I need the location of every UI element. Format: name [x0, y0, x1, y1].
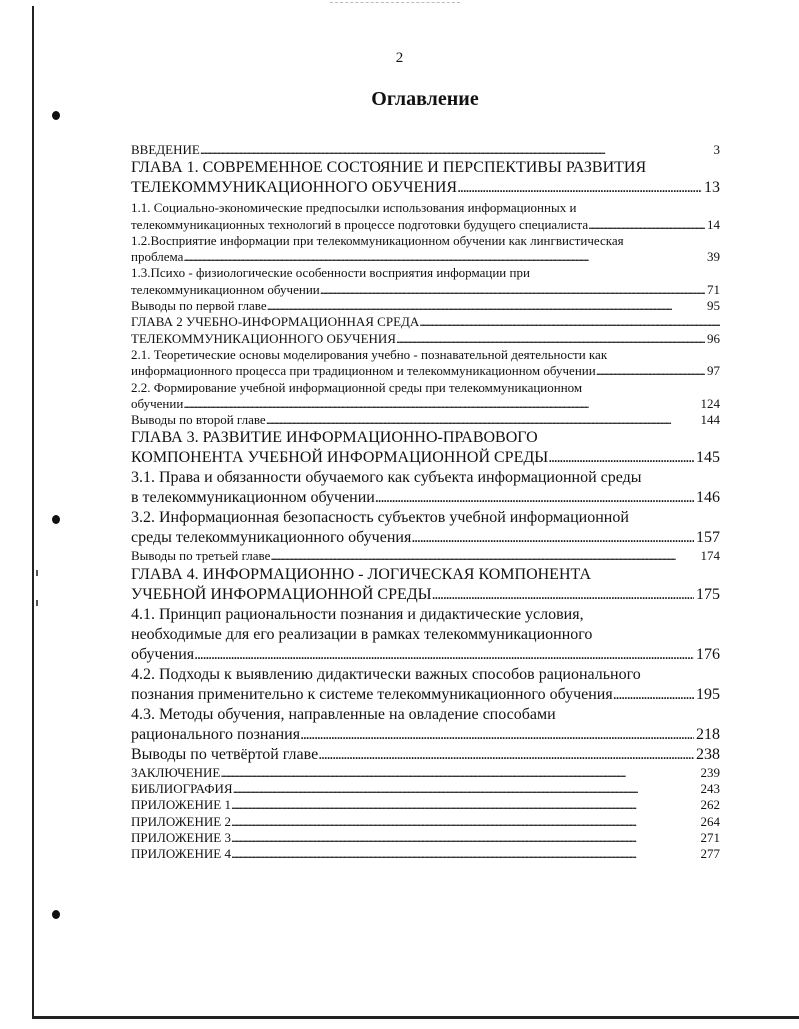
punch-hole-mark [52, 910, 60, 919]
toc-entry-section-3-1 [131, 468, 720, 508]
toc-line [131, 645, 720, 665]
dot-leader [270, 548, 698, 564]
page-ref: 271 [700, 829, 720, 845]
toc-entry-section-4-2 [131, 665, 720, 705]
toc-entry-text: ЗАКЛЮЧЕНИЕ [131, 764, 221, 780]
toc-entry-text: Выводы по третьей главе [131, 548, 271, 564]
scan-left-edge [32, 6, 34, 1016]
dot-leader [411, 528, 694, 548]
dot-leader [194, 645, 694, 665]
toc-entry-text: ПРИЛОЖЕНИЕ 3 [131, 829, 231, 845]
dot-leader [231, 814, 699, 830]
toc-entry-text: ГЛАВА 2 УЧЕБНО-ИНФОРМАЦИОННАЯ СРЕДА [131, 314, 420, 330]
toc-entry-section-2-1 [131, 347, 720, 380]
toc-entry-chapter-2 [131, 314, 720, 347]
toc-line [131, 830, 720, 846]
scan-top-noise [330, 2, 460, 4]
toc-line [131, 217, 720, 233]
dot-leader [233, 781, 699, 797]
dot-leader [267, 298, 705, 314]
page-ref: 176 [696, 645, 720, 663]
dot-leader [300, 725, 694, 745]
dot-leader [231, 797, 699, 813]
toc-entry-text: ПРИЛОЖЕНИЕ 1 [131, 797, 231, 813]
toc-line [131, 412, 720, 428]
toc-entry-text: 1.2.Восприятие информации при телекоммуникационном обучении как лингвистическая [131, 232, 624, 248]
toc-entry-text: информационного процесса при традиционном и телекоммуникационном обучении [131, 363, 596, 379]
page-ref: 262 [700, 797, 720, 813]
toc-entry-text: среды телекоммуникационного обучения [131, 529, 412, 547]
punch-hole-mark [52, 515, 60, 524]
toc-line [131, 331, 720, 347]
toc-line [131, 548, 720, 564]
toc-entry-text: КОМПОНЕНТА УЧЕБНОЙ ИНФОРМАЦИОННОЙ СРЕДЫ [131, 449, 549, 467]
toc-entry-section-2-2 [131, 380, 720, 413]
dot-leader [613, 685, 694, 705]
dot-leader [183, 249, 705, 265]
table-of-contents [131, 142, 720, 863]
toc-entry-text: 3.1. Права и обязанности обучаемого как субъекта информационной среды [131, 469, 642, 487]
toc-entry-text: обучения [131, 645, 195, 663]
toc-entry-text: телекоммуникационном обучении [131, 281, 320, 297]
page-ref: 71 [707, 281, 720, 297]
page-title: Оглавление [371, 88, 479, 110]
toc-line [131, 249, 720, 265]
toc-entry-text: ВВЕДЕНИЕ [131, 142, 200, 157]
toc-entry-text: в телекоммуникационном обучении [131, 489, 375, 507]
scan-bottom-edge [32, 1016, 799, 1019]
toc-entry-text: необходимые для его реализации в рамках телекоммуникационного [131, 625, 593, 643]
dot-leader [396, 331, 705, 347]
toc-entry-text: 2.1. Теоретические основы моделирования учебно - познавательной деятельности как [131, 346, 608, 362]
toc-entry-appendix-3 [131, 830, 720, 846]
toc-entry-section-3-2 [131, 508, 720, 548]
toc-entry-text: телекоммуникационных технологий в процессе подготовки будущего специалиста [131, 216, 589, 232]
toc-entry-conclusion [131, 765, 720, 781]
toc-entry-section-4-3 [131, 705, 720, 745]
dot-leader [596, 363, 705, 379]
dot-leader [231, 830, 699, 846]
toc-line [131, 488, 720, 508]
toc-entry-conclusions-4 [131, 745, 720, 765]
page-ref: 238 [696, 745, 720, 763]
dot-leader [220, 765, 698, 781]
toc-entry-section-1-3 [131, 265, 720, 298]
toc-entry-section-1-2 [131, 233, 720, 266]
toc-entry-text: 1.3.Психо - физиологические особенности восприятия информации при [131, 265, 530, 281]
page-ref: 144 [700, 412, 720, 428]
toc-entry-appendix-4 [131, 846, 720, 862]
page-ref: 195 [696, 685, 720, 703]
dot-leader [183, 396, 698, 412]
toc-entry-conclusions-1 [131, 298, 720, 314]
toc-entry-conclusions-2 [131, 412, 720, 428]
toc-entry-text: 1.1. Социально-экономические предпосылки использования информационных и [131, 200, 577, 216]
scan-speck [36, 570, 38, 576]
toc-entry-text: ГЛАВА 3. РАЗВИТИЕ ИНФОРМАЦИОННО-ПРАВОВОГО [131, 429, 538, 447]
toc-entry-text: ТЕЛЕКОММУНИКАЦИОННОГО ОБУЧЕНИЯ [131, 179, 458, 197]
page-ref: 243 [700, 781, 720, 797]
page-ref: 95 [707, 298, 720, 314]
toc-entry-text: рационального познания [131, 725, 301, 743]
page-ref: 264 [700, 813, 720, 829]
page-ref: 96 [707, 330, 720, 346]
dot-leader [457, 178, 702, 198]
toc-line [131, 745, 720, 765]
toc-entry-intro [131, 142, 720, 158]
toc-entry-text: ГЛАВА 4. ИНФОРМАЦИОННО - ЛОГИЧЕСКАЯ КОМПОНЕНТА [131, 565, 592, 583]
toc-entry-text: ТЕЛЕКОММУНИКАЦИОННОГО ОБУЧЕНИЯ [131, 330, 396, 346]
toc-entry-text: УЧЕБНОЙ ИНФОРМАЦИОННОЙ СРЕДЫ [131, 585, 432, 603]
toc-line [131, 797, 720, 813]
toc-entry-text: познания применительно к системе телекоммуникационного обучения [131, 685, 613, 703]
toc-entry-chapter-4 [131, 565, 720, 605]
page-ref: 39 [707, 249, 720, 265]
toc-entry-text: Выводы по второй главе [131, 412, 266, 428]
page-ref: 13 [704, 179, 720, 197]
toc-entry-text: Выводы по четвёртой главе [131, 745, 319, 763]
toc-entry-chapter-1 [131, 158, 720, 198]
page-ref: 277 [700, 846, 720, 862]
page-ref: 145 [696, 449, 720, 467]
toc-entry-text: ГЛАВА 1. СОВРЕМЕННОЕ СОСТОЯНИЕ И ПЕРСПЕКТИВЫ РАЗВИТИЯ [131, 159, 647, 177]
page-ref: 175 [696, 585, 720, 603]
toc-line [131, 314, 720, 330]
dot-leader [200, 142, 712, 158]
toc-entry-text: 3.2. Информационная безопасность субъектов учебной информационной [131, 509, 629, 527]
dot-leader [318, 745, 694, 765]
dot-leader [375, 488, 694, 508]
toc-entry-text: проблема [131, 249, 184, 265]
toc-entry-conclusions-3 [131, 548, 720, 564]
toc-line [131, 528, 720, 548]
page-ref: 146 [696, 489, 720, 507]
toc-entry-chapter-3 [131, 428, 720, 468]
page-ref: 124 [700, 395, 720, 411]
toc-entry-text: 4.2. Подходы к выявлению дидактически важных способов рационального [131, 665, 641, 683]
toc-line [131, 765, 720, 781]
toc-entry-section-4-1 [131, 605, 720, 665]
toc-line [131, 178, 720, 198]
dot-leader [419, 314, 720, 330]
toc-line [131, 282, 720, 298]
toc-entry-text: 2.2. Формирование учебной информационной среды при телекоммуникационном [131, 379, 583, 395]
toc-entry-text: ПРИЛОЖЕНИЕ 4 [131, 846, 231, 862]
page-ref: 14 [707, 216, 720, 232]
toc-entry-text: БИБЛИОГРАФИЯ [131, 781, 233, 797]
toc-entry-appendix-1 [131, 797, 720, 813]
dot-leader [266, 412, 699, 428]
toc-entry-appendix-2 [131, 814, 720, 830]
page-number: 2 [395, 50, 404, 66]
toc-entry-text: обучении [131, 395, 184, 411]
punch-hole-mark [52, 111, 60, 120]
toc-entry-section-1-1 [131, 200, 720, 233]
toc-line [131, 725, 720, 745]
toc-line [131, 814, 720, 830]
toc-line [131, 298, 720, 314]
toc-line [131, 846, 720, 862]
toc-line [131, 585, 720, 605]
dot-leader [231, 846, 699, 862]
toc-line [131, 448, 720, 468]
toc-line [131, 142, 720, 158]
page-ref: 239 [700, 764, 720, 780]
toc-line [131, 396, 720, 412]
dot-leader [548, 448, 694, 468]
page-ref: 3 [713, 142, 720, 157]
page-ref: 218 [696, 725, 720, 743]
toc-entry-text: 4.3. Методы обучения, направленные на овладение способами [131, 705, 556, 723]
page-ref: 157 [696, 529, 720, 547]
toc-entry-text: Выводы по первой главе [131, 298, 267, 314]
toc-line [131, 363, 720, 379]
toc-line [131, 685, 720, 705]
dot-leader [320, 282, 705, 298]
dot-leader [588, 217, 705, 233]
page-ref: 97 [707, 363, 720, 379]
page-ref: 174 [700, 548, 720, 564]
toc-entry-text: ПРИЛОЖЕНИЕ 2 [131, 813, 231, 829]
toc-line [131, 781, 720, 797]
dot-leader [432, 585, 694, 605]
toc-entry-bibliography [131, 781, 720, 797]
scan-speck [36, 600, 38, 606]
toc-entry-text: 4.1. Принцип рациональности познания и дидактические условия, [131, 605, 584, 623]
